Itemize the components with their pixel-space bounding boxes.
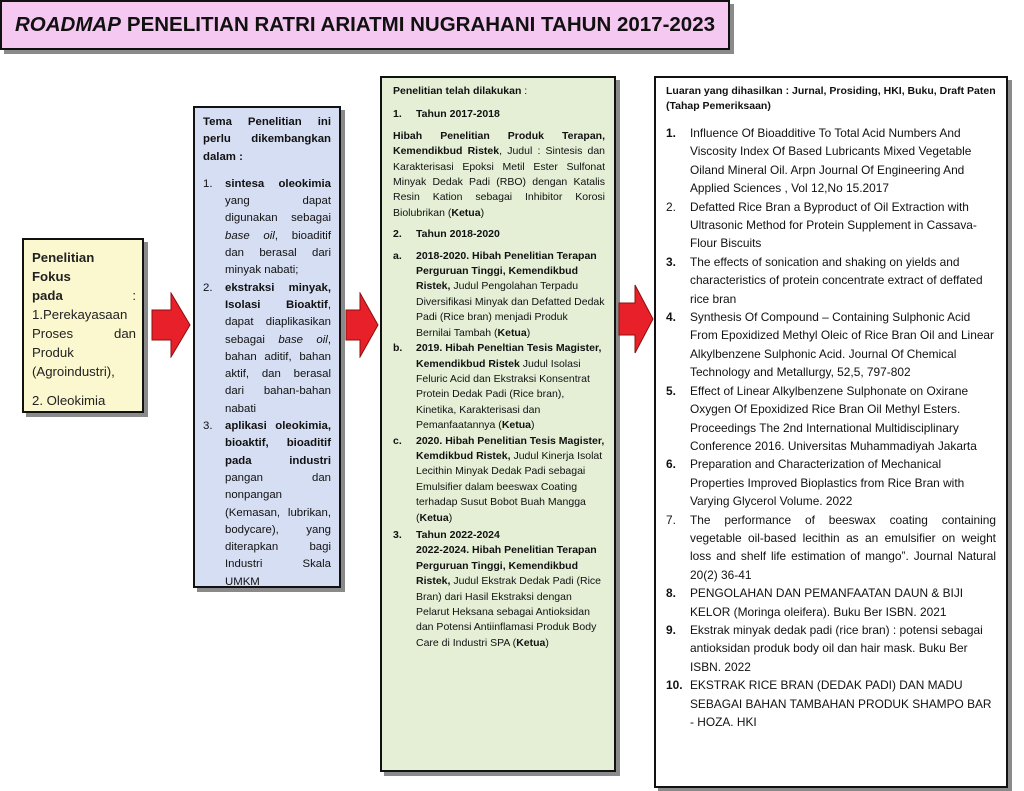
list-item-letter: a. [393,249,402,262]
grant-text-end: ) [531,419,535,432]
grant-name: Hibah Penelitian Produk Terapan, Kemendikbud Ristek [393,129,605,158]
list-item [203,418,331,591]
list-item-text [225,176,331,280]
list-item-text-b: , bioaditif dan berasal dari minyak nabati; [225,229,332,277]
role-label: Ketua [501,419,531,432]
outputs-box [654,76,1008,788]
list-item-number: 4. [666,310,676,325]
grant-text: Judul Kinerja Isolat Lecithin Minyak Dedak Padi sebagai Emulsifier dalam beeswax Coating terhadap Susut Bobot Buah Mangga ( [416,449,603,524]
focus-item1-line4: (Agroindustri), [32,364,115,379]
list-item-number: 5. [666,383,676,398]
focus-item1-line3: Produk [32,345,74,360]
list-item-number: 2. [666,199,676,214]
list-item-number: 2. [203,281,213,294]
list-item [666,584,996,621]
list-item-text [416,249,605,341]
list-item [393,341,605,433]
focus-heading-a: Penelitian Fokus [32,250,95,284]
section-label: Tahun 2022-2024 [416,528,500,541]
roadmap-title [0,0,730,50]
list-item [666,382,996,456]
grant-text: Judul Pengolahan Terpadu Diversifikasi Minyak dan Defatted Dedak Padi (Rice bran) menjadi Produk Bernilai Tambah ( [416,280,605,339]
research-section-1-text [393,129,605,221]
grant-name: 2022-2024. Hibah Penelitian Terapan Perguruan Tinggi, Kemendikbud Ristek, [416,544,597,588]
focus-heading [32,248,136,286]
role-label: Ketua [497,326,527,339]
research-section-1 [393,107,605,122]
tema-intro: Tema Penelitian ini perlu dikembangkan dalam : [203,116,331,163]
list-item-text-a: , dapat diaplikasikan sebagai [225,298,331,346]
list-item [393,249,605,341]
list-item-number: 8. [666,586,676,601]
list-item-number: 3. [666,254,676,269]
grant-text-end: ) [545,636,549,649]
arrow-right-icon [345,292,379,358]
section-label: Tahun 2017-2018 [416,108,500,121]
grant-name: 2019. Hibah Peneltian Tesis Magister, Kemendikbud Ristek [416,342,602,370]
grant-name: 2018-2020. Hibah Penelitian Terapan Perguruan Tinggi, Kemendikbud Ristek, [416,249,597,293]
list-item [666,253,996,308]
list-item-text [225,280,331,418]
list-item-bold: sintesa oleokimia [225,177,331,190]
list-item-italic: base oil [278,333,328,346]
grant-text: Judul Ekstrak Dedak Padi (Rice Bran) dari Hasil Ekstraksi dengan Pelarut Heksana sebagai Antioksidan dan Potensi Antiinflamasi Produk Body Care di Industri SPA ( [416,575,602,649]
focus-item1-line1: 1.Perekayasaan [32,307,128,322]
grant-name: 2020. Hibah Penelitian Tesis Magister, Kemdikbud Ristek, [416,434,605,462]
list-item-text: The performance of beeswax coating containing vegetable oil-based lecithin as an emulsifier on weight loss and shelf life estimation of mango”. Journal Natural 20(2) 36-41 [690,512,996,582]
list-item-letter: c. [393,434,402,447]
list-item [393,434,605,526]
list-item-text: EKSTRAK RICE BRAN (DEDAK PADI) DAN MADU SEBAGAI BAHAN TAMBAHAN PRODUK SHAMPO BAR - HOZA. HKI [690,678,992,729]
grant-text-end: ) [480,206,485,219]
list-item-number: 3. [203,420,213,433]
list-item-text: PENGOLAHAN DAN PEMANFAATAN DAUN & BIJI KELOR (Moringa oleifera). Buku Ber ISBN. 2021 [690,586,964,619]
list-item-number: 7. [666,512,676,527]
list-item-text: The effects of sonication and shaking on yields and characteristics of protein concentrate extract of deffated rice bran [690,254,983,306]
section-number: 2. [393,228,402,241]
list-item [666,621,996,676]
list-item [666,455,996,510]
list-item-text: Effect of Linear Alkylbenzene Sulphonate on Oxirane Oxygen Of Epoxidized Rice Bran Oil Methyl Esters. Proceedings The 2nd International Multidisciplinary Conference 2016. Universitas Muhammadiyah Jakarta [690,383,977,453]
list-item-text [416,341,605,433]
arrow-right-icon [151,292,191,358]
list-item-text-b: , bahan aditif, bahan aktif, dan berasal dari bahan-bahan nabati [225,333,331,415]
list-item-italic: base oil [225,229,275,242]
list-item-bold: aplikasi oleokimia, bioaktif, bioaditif pada industri [225,420,331,467]
research-section-3-text [393,543,605,651]
research-header-colon: : [521,85,528,97]
focus-item1-line2 [32,324,136,343]
list-item [666,511,996,585]
list-item-bold: ekstraksi minyak, Isolasi Bioaktif [225,281,331,311]
focus-heading-colon: : [132,288,136,303]
role-label: Ketua [419,511,449,524]
list-item-text-a: yang dapat digunakan sebagai [225,195,331,225]
focus-item1-line2a: Proses [32,326,74,341]
research-section-2 [393,227,605,242]
focus-heading-line2 [32,286,136,305]
section-number: 3. [393,528,402,541]
list-item [666,308,996,382]
grant-text: , Judul : Sintesis dan Karakterisasi Epoksi Metil Ester Sulfonat Minyak Dedak Padi (RBO) dengan Katalis Resin Kation sebagai Inhibitor Korosi Biolubrikan ( [393,145,605,219]
focus-item2: 2. Oleokimia [32,393,106,408]
research-section-3 [393,528,605,543]
arrow-right-icon [618,284,654,354]
list-item-letter: b. [393,342,403,355]
list-item [203,176,331,280]
grant-text-end: ) [526,326,531,339]
grant-text: Judul Isolasi Feluric Acid dan Ekstraksi Konsentrat Protein Dedak Padi (Rice bran), Kinetika, Karakterisasi dan Pemanfaatannya ( [416,357,590,432]
list-item-number: 1. [203,177,213,190]
focus-item1-line2b: dan [113,326,136,341]
title-rest: PENELITIAN RATRI ARIATMI NUGRAHANI TAHUN 2017-2023 [126,13,716,36]
grant-text-end: ) [448,511,453,524]
list-item-text: Defatted Rice Bran a Byproduct of Oil Extraction with Ultrasonic Method for Protein Supplement in Cassava-Flour Biscuits [690,199,977,251]
research-box [380,76,616,772]
role-label: Ketua [451,206,481,219]
list-item [666,198,996,253]
list-item-number: 6. [666,457,676,472]
list-item-text: Preparation and Characterization of Mechanical Properties Improved Bioplastics from Rice Bran with Varying Glycerol Volume. 2022 [690,457,965,509]
list-item-text: Synthesis Of Compound – Containing Sulphonic Acid From Epoxidized Methyl Oleic of Rice Bran Oil and Linear Alkylbenzene Sulphonic Acid. Journal Of Chemical Technology and Metallurgy, 52,5, 797-802 [690,310,995,380]
section-label: Tahun 2018-2020 [416,228,500,241]
section-number: 1. [393,108,402,121]
list-item-number: 10. [666,678,683,693]
focus-heading-b: pada [32,288,63,303]
list-item-text [225,418,331,591]
list-item [203,280,331,418]
tema-list [203,176,331,591]
list-item-number: 9. [666,622,676,637]
list-item-text: Ekstrak minyak dedak padi (rice bran) : potensi sebagai antioksidan produk body oil dan hair mask. Buku Ber ISBN. 2022 [690,622,983,674]
focus-box [22,238,144,413]
list-item-text-a: pangan dan nonpangan (Kemasan, lubrikan, bodycare), yang diterapkan bagi Industri Skala UMKM [225,471,331,588]
tema-box [193,106,341,588]
list-item-number: 1. [666,126,676,140]
research-header-text: Penelitian telah dilakukan [393,85,522,97]
list-item [666,124,996,198]
role-label: Ketua [516,636,546,649]
list-item-text [416,434,605,526]
list-item [666,676,996,731]
title-italic: ROADMAP [14,13,121,36]
research-header [393,84,605,99]
outputs-header: Luaran yang dihasilkan : Jurnal, Prosiding, HKI, Buku, Draft Paten (Tahap Pemeriksaan) [666,85,996,112]
list-item-text: Influence Of Bioadditive To Total Acid Numbers And Viscosity Index Of Based Lubricants Mixed Vegetable Oiland Mineral Oil. Arpn Journal Of Engineering And Applied Sciences , Vol 12,No 15.2017 [690,126,972,196]
